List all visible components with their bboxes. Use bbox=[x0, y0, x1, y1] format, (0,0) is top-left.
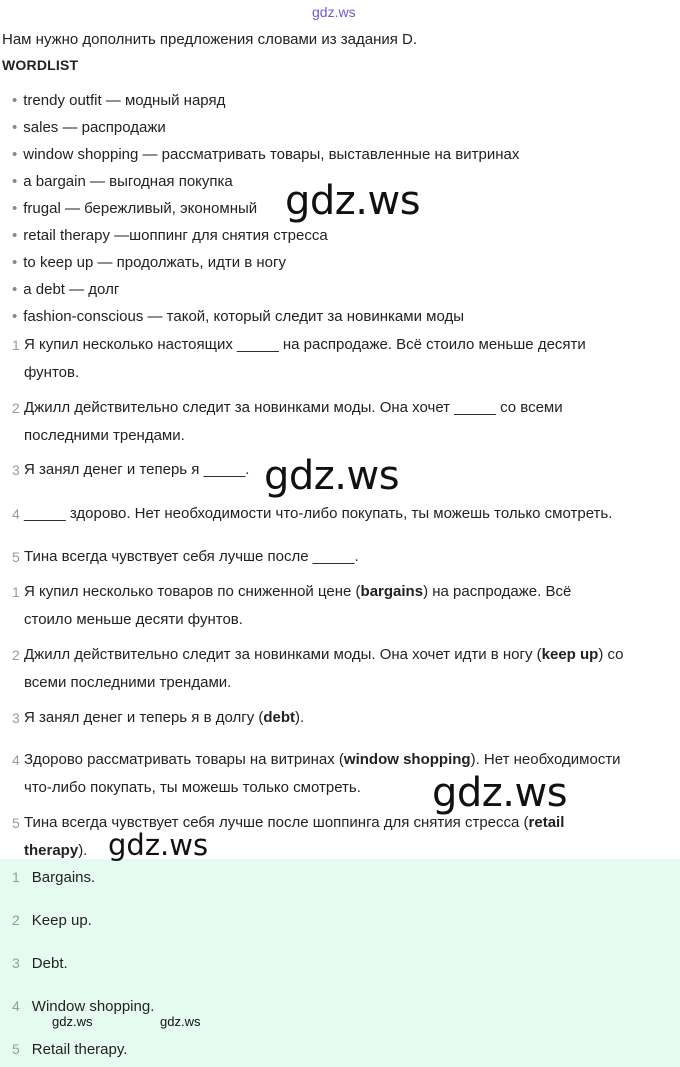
answer-word: keep up bbox=[541, 646, 599, 663]
wordlist-item: • a bargain — выгодная покупка bbox=[12, 173, 233, 190]
wordlist-item: • a debt — долг bbox=[12, 281, 120, 298]
answer-item: 5 Retail therapy. bbox=[12, 1041, 128, 1058]
task-number: 3 bbox=[12, 462, 20, 478]
watermark: gdz.ws bbox=[285, 178, 421, 224]
solution-number: 5 bbox=[12, 815, 20, 831]
bullet-icon: • bbox=[12, 146, 18, 163]
answer-item: 1 Bargains. bbox=[12, 869, 96, 886]
bullet-icon: • bbox=[12, 200, 18, 217]
wordlist-item: • sales — распродажи bbox=[12, 119, 166, 136]
answer-word: debt bbox=[263, 709, 296, 726]
task-number: 1 bbox=[12, 337, 20, 353]
solution-number: 1 bbox=[12, 584, 20, 600]
answer-word: window shopping bbox=[343, 751, 471, 768]
wordlist-title: WORDLIST bbox=[2, 57, 79, 73]
bullet-icon: • bbox=[12, 92, 18, 109]
bullet-icon: • bbox=[12, 308, 18, 325]
wordlist-item: • trendy outfit — модный наряд bbox=[12, 92, 226, 109]
watermark: gdz.ws bbox=[432, 770, 568, 816]
answer-word: retail bbox=[528, 814, 565, 831]
watermark: gdz.ws bbox=[52, 1014, 93, 1029]
answers-block bbox=[0, 859, 680, 1067]
answer-item: 2 Keep up. bbox=[12, 912, 92, 929]
answer-item: 3 Debt. bbox=[12, 955, 68, 972]
answer-item: 4 Window shopping. bbox=[12, 998, 155, 1015]
watermark: gdz.ws bbox=[264, 453, 400, 499]
answer-word: therapy bbox=[24, 842, 79, 859]
wordlist-item: • fashion-conscious — такой, который следит за новинками моды bbox=[12, 308, 464, 325]
bullet-icon: • bbox=[12, 119, 18, 136]
bullet-icon: • bbox=[12, 173, 18, 190]
task-number: 2 bbox=[12, 400, 20, 416]
bullet-icon: • bbox=[12, 254, 18, 271]
site-header-link[interactable]: gdz.ws bbox=[312, 4, 356, 20]
answer-word: bargains bbox=[360, 583, 424, 600]
task-number: 5 bbox=[12, 549, 20, 565]
wordlist-item: • window shopping — рассматривать товары, выставленные на витринах bbox=[12, 146, 520, 163]
task-number: 4 bbox=[12, 506, 20, 522]
solution-number: 4 bbox=[12, 752, 20, 768]
solution-number: 3 bbox=[12, 710, 20, 726]
watermark: gdz.ws bbox=[160, 1014, 201, 1029]
wordlist-item: • to keep up — продолжать, идти в ногу bbox=[12, 254, 286, 271]
bullet-icon: • bbox=[12, 281, 18, 298]
wordlist-item: • retail therapy —шоппинг для снятия стресса bbox=[12, 227, 328, 244]
watermark: gdz.ws bbox=[108, 828, 209, 862]
wordlist-item: • frugal — бережливый, экономный bbox=[12, 200, 258, 217]
solution-number: 2 bbox=[12, 647, 20, 663]
intro-text: Нам нужно дополнить предложения словами из задания D. bbox=[2, 31, 418, 48]
bullet-icon: • bbox=[12, 227, 18, 244]
